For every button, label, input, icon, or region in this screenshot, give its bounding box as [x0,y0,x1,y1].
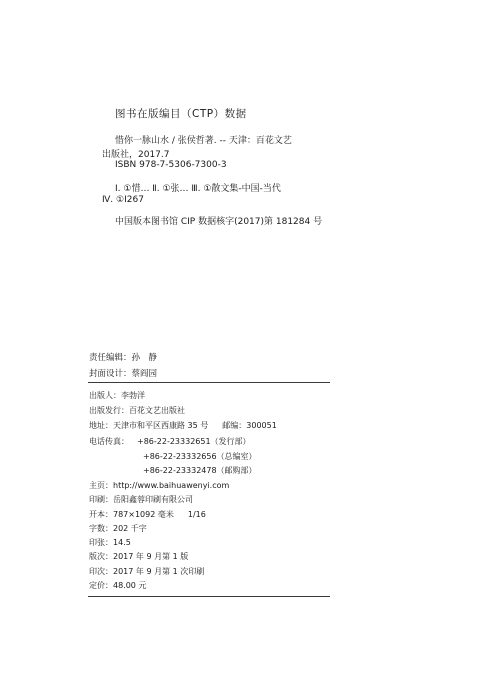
phone-label: 电话传真： [89,437,129,446]
cip-book-line: 惜你一脉山水 / 张侯哲著. -- 天津：百花文艺 [115,136,292,146]
postcode: 邮编：300051 [222,421,277,430]
format: 开本：787×1092 毫米 [89,510,174,519]
printing: 印次：2017 年 9 月第 1 次印刷 [89,567,205,576]
issuer: 出版发行：百花文艺出版社 [89,406,185,415]
phone-line-1 [89,436,251,447]
address-line [89,420,277,431]
edition: 版次：2017 年 9 月第 1 版 [89,552,189,561]
phone-mailorder: +86-22-23332478（邮购部） [143,466,257,475]
cip-isbn: ISBN 978-7-5306-7300-3 [115,160,227,170]
printer: 印刷：岳阳鑫蓉印刷有限公司 [89,495,193,504]
cip-classification: Ⅰ. ①惜… Ⅱ. ①张… Ⅲ. ①散文集-中国-当代 [115,184,281,194]
format-line [89,509,206,520]
format-fold: 1/16 [187,510,206,519]
cip-class-number: Ⅳ. ①I267 [102,195,144,205]
address: 地址：天津市和平区西康路 35 号 [89,421,209,430]
price: 定价：48.00 元 [89,581,147,590]
cip-publisher-line: 出版社，2017.7 [102,150,170,160]
printed-sheets: 印张：14.5 [89,538,131,547]
cover-designer: 封面设计：蔡阎园 [89,369,158,379]
cip-record-number: 中国版本图书馆 CIP 数据核字(2017)第 181284 号 [115,217,323,227]
publisher-person: 出版人：李勃洋 [89,391,145,400]
divider-bottom [88,596,330,597]
word-count: 字数：202 千字 [89,524,147,533]
responsible-editor: 责任编辑：孙 静 [89,353,158,363]
phone-editorial: +86-22-23332656（总编室） [143,452,257,461]
phone-sales: +86-22-23332651（发行部） [137,437,251,446]
homepage: 主页：http://www.baihuawenyi.com [89,481,230,490]
divider-top [88,382,330,383]
cip-title: 图书在版编目（CTP）数据 [115,108,247,120]
